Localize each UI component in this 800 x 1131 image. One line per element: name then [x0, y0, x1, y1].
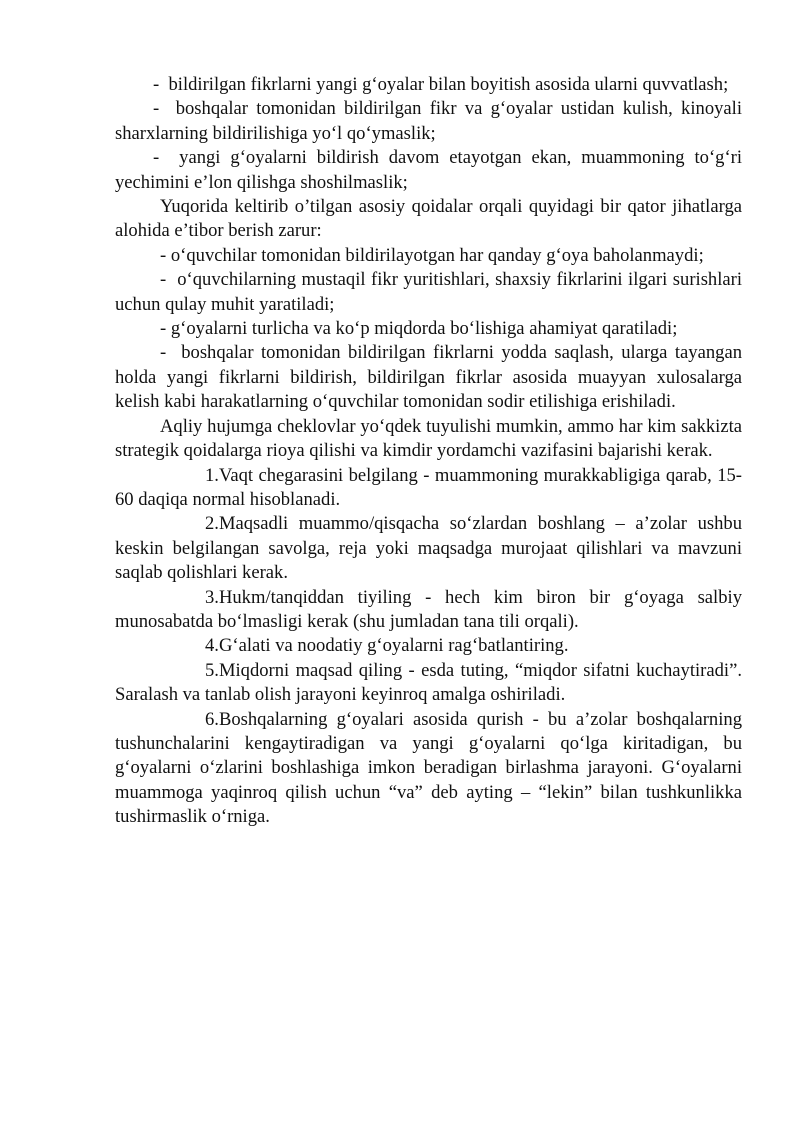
bullet-item: - boshqalar tomonidan bildirilgan fikr va g‘oyalar ustidan kulish, kinoyali sharxlarning bildirilishiga yo‘l qo‘ymaslik; [115, 98, 742, 144]
numbered-item: 4.G‘alati va noodatiy g‘oyalarni rag‘batlantiring. [115, 634, 742, 658]
bullet-item: - bildirilgan fikrlarni yangi g‘oyalar bilan boyitish asosida ularni quvvatlash; [153, 74, 729, 95]
bullet-item: - o‘quvchilar tomonidan bildirilayotgan har qanday g‘oya baholanmaydi; [160, 244, 704, 266]
item-number: 5. [205, 659, 219, 681]
numbered-item: 5.Miqdorni maqsad qiling - esda tuting, “miqdor sifatni kuchaytiradi”. Saralash va tanlab olish jarayoni keyinroq amalga oshiriladi. [115, 659, 742, 706]
bullet-item: - yangi g‘oyalarni bildirish davom etayotgan ekan, muammoning to‘g‘ri yechimini e’lon qilishga shoshilmaslik; [115, 147, 743, 193]
numbered-item: 6.Boshqalarning g‘oyalari asosida qurish - bu a’zolar boshqalarning tushunchalarini kengaytiradigan va yangi g‘oyalarni qo‘lga kiritadigan, bu g‘oyalarni o‘zlarini boshlashiga imkon beradigan birlashma jarayoni. G‘oyalarni muammoga yaqinroq qilish uchun “va” deb ayting – “lekin” bilan tushkunlikka tushirmaslik o‘rniga. [115, 708, 742, 828]
item-number: 1. [205, 464, 219, 486]
document-body [115, 73, 742, 830]
item-number: 6. [205, 708, 219, 730]
paragraph: Yuqorida keltirib o’tilgan asosiy qoidalar orqali quyidagi bir qator jihatlarga alohida e’tibor berish zarur: [115, 196, 742, 242]
item-number: 3. [205, 586, 219, 608]
bullet-item: - g‘oyalarni turlicha va ko‘p miqdorda bo‘lishiga ahamiyat qaratiladi; [160, 318, 678, 340]
numbered-item: 1.Vaqt chegarasini belgilang - muammoning murakkabligiga qarab, 15-60 daqiqa normal hisoblanadi. [115, 464, 742, 510]
numbered-item: 3.Hukm/tanqiddan tiyiling - hech kim biron bir g‘oyaga salbiy munosabatda bo‘lmasligi kerak (shu jumladan tana tili orqali). [115, 586, 742, 632]
item-number: 4. [205, 635, 219, 657]
bullet-item: - o‘quvchilarning mustaqil fikr yuritishlari, shaxsiy fikrlarini ilgari surishlari uchun qulay muhit yaratiladi; [115, 269, 743, 315]
item-number: 2. [205, 513, 219, 535]
numbered-item: 2.Maqsadli muammo/qisqacha so‘zlardan boshlang – a’zolar ushbu keskin belgilangan savolga, reja yoki maqsadga murojaat qilishlari va mavzuni saqlab qolishlari kerak. [115, 513, 742, 584]
paragraph: Aqliy hujumga cheklovlar yo‘qdek tuyulishi mumkin, ammo har kim sakkizta strategik qoidalarga rioya qilishi va kimdir yordamchi vazifasini bajarishi kerak. [115, 415, 742, 462]
bullet-item: - boshqalar tomonidan bildirilgan fikrlarni yodda saqlash, ularga tayangan holda yangi fikrlarni bildirish, bildirilgan fikrlar asosida muayyan xulosalarga kelish kabi harakatlarning o‘quvchilar tomonidan sodir etilishiga erishiladi. [115, 342, 742, 413]
